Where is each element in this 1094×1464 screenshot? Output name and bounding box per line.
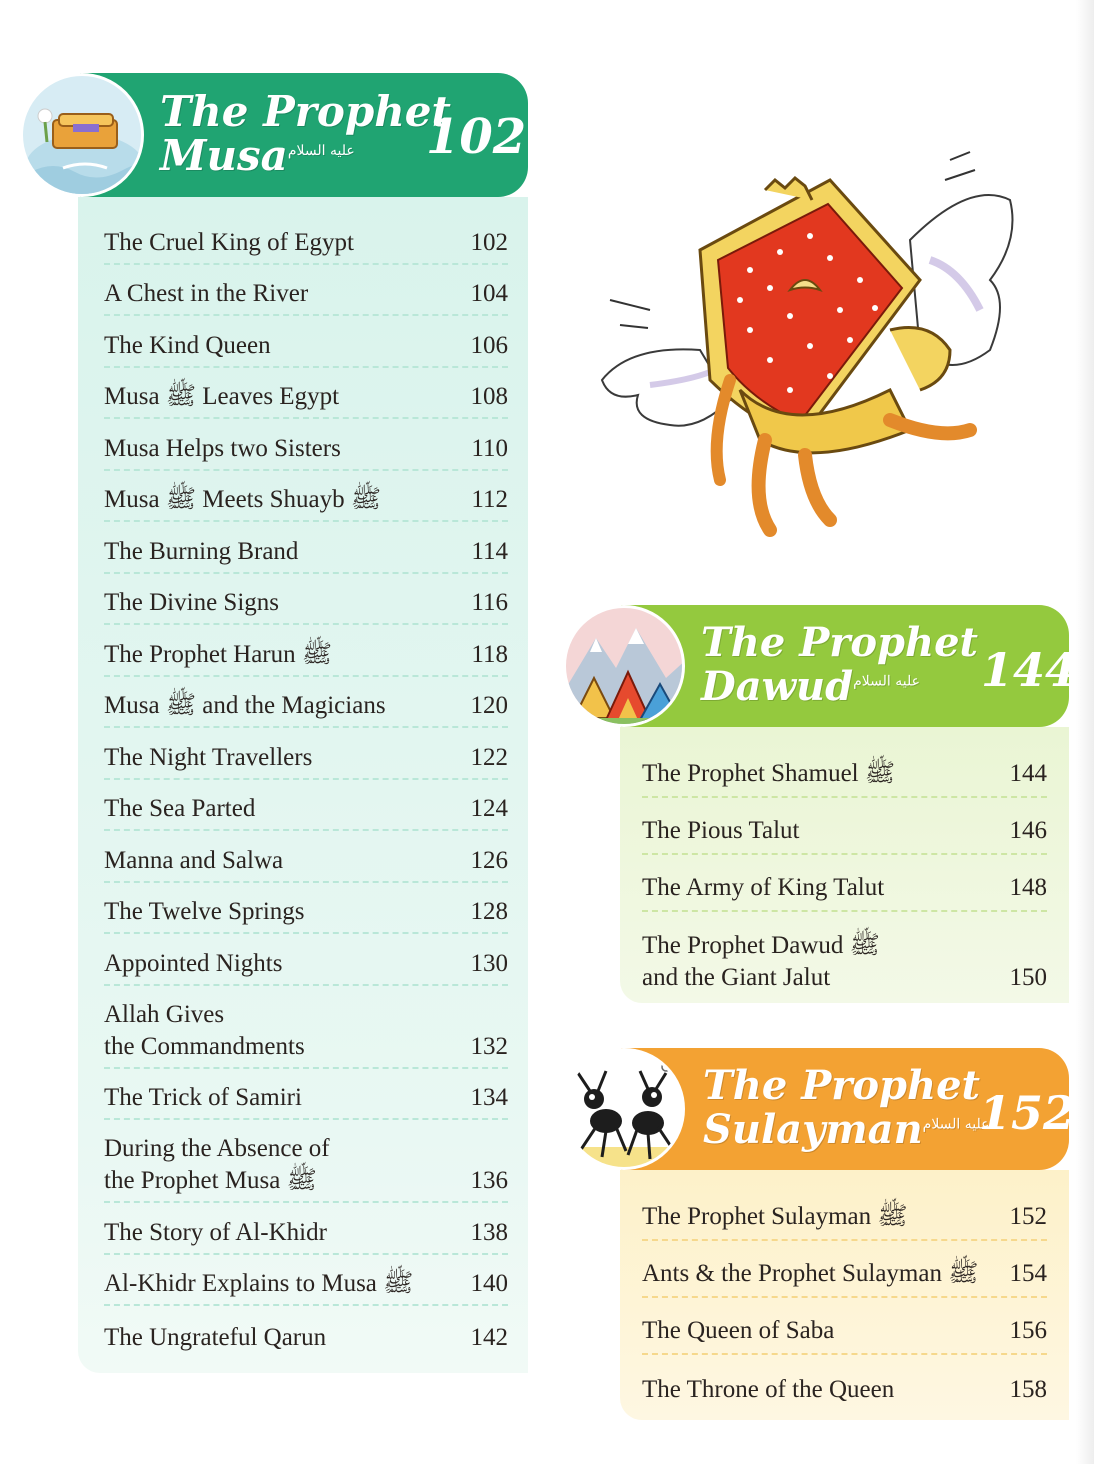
toc-entry[interactable]: The Divine Signs 116 (104, 574, 508, 626)
dawud-entry-list (620, 727, 1069, 1000)
toc-entry[interactable]: The Queen of Saba 156 (642, 1298, 1047, 1355)
page-number: 154 (1009, 1260, 1047, 1287)
toc-entry[interactable]: The Prophet Shamuel ﷺ 144 (642, 741, 1047, 798)
toc-entry[interactable]: The Pious Talut 146 (642, 798, 1047, 855)
toc-entry[interactable]: The Cruel King of Egypt 102 (104, 213, 508, 265)
toc-entry[interactable]: The Kind Queen 106 (104, 316, 508, 368)
page-number: 130 (470, 949, 508, 977)
sulayman-header[interactable] (621, 1048, 1076, 1170)
toc-entry[interactable]: Musa ﷺ Meets Shuayb ﷺ 112 (104, 471, 508, 523)
section-start-page: 102 (426, 109, 527, 165)
page-number: 122 (470, 743, 508, 771)
ants-illustration (563, 1048, 685, 1170)
section-start-page: 144 (981, 643, 1078, 697)
page-number: 158 (1009, 1376, 1047, 1403)
page-number: 144 (1009, 760, 1047, 787)
page-number: 148 (1009, 874, 1047, 901)
toc-entry[interactable]: During the Absence of the Prophet Musa ﷺ 136 (104, 1120, 508, 1203)
toc-entry[interactable]: The Prophet Dawud ﷺ and the Giant Jalut 150 (642, 912, 1047, 1000)
page-number: 152 (1009, 1203, 1047, 1230)
toc-entry[interactable]: The Prophet Sulayman ﷺ 152 (642, 1184, 1047, 1241)
sulayman-contents-panel (620, 1170, 1069, 1420)
section-start-page: 152 (979, 1086, 1076, 1140)
page-number: 140 (470, 1270, 508, 1297)
toc-entry[interactable]: Musa ﷺ and the Magicians 120 (104, 677, 508, 729)
page-number: 124 (470, 795, 508, 822)
flying-throne-illustration (590, 140, 1050, 560)
toc-entry[interactable]: The Twelve Springs 128 (104, 883, 508, 935)
section-title: The Prophet Dawud$^{عليه السلام}$ (701, 619, 979, 710)
toc-entry[interactable]: The Ungrateful Qarun 142 (104, 1306, 508, 1358)
page-number: 106 (470, 331, 508, 359)
toc-entry[interactable]: Appointed Nights 130 (104, 934, 508, 986)
toc-entry[interactable]: The Prophet Harun ﷺ 118 (104, 625, 508, 677)
page-number: 136 (470, 1167, 508, 1194)
toc-entry[interactable]: A Chest in the River 104 (104, 265, 508, 317)
toc-entry[interactable]: The Trick of Samiri 134 (104, 1069, 508, 1121)
page-number: 116 (471, 589, 508, 616)
chest-in-river-illustration (20, 73, 144, 197)
toc-entry[interactable]: Manna and Salwa 126 (104, 831, 508, 883)
page-number: 150 (1009, 964, 1047, 991)
honorific: عليه السلام (922, 1116, 990, 1133)
musa-header[interactable] (80, 73, 528, 197)
page-edge (1076, 0, 1094, 1464)
page-number: 146 (1009, 817, 1047, 844)
page-number: 156 (1009, 1317, 1047, 1344)
musa-contents-panel (78, 197, 528, 1373)
page-number: 108 (470, 383, 508, 410)
toc-entry[interactable]: The Sea Parted 124 (104, 780, 508, 832)
page-number: 112 (471, 486, 508, 513)
honorific: عليه السلام (853, 673, 920, 690)
toc-entry[interactable]: Musa Helps two Sisters 110 (104, 419, 508, 471)
page-number: 132 (470, 1032, 508, 1060)
page-number: 104 (470, 280, 508, 307)
toc-entry[interactable]: The Throne of the Queen 158 (642, 1355, 1047, 1412)
honorific: عليه السلام (287, 143, 355, 159)
section-dawud (563, 605, 1078, 1005)
toc-entry[interactable]: Allah Gives the Commandments 132 (104, 986, 508, 1069)
page-number: 138 (470, 1218, 508, 1246)
page-number: 128 (470, 898, 508, 925)
page-number: 142 (470, 1323, 508, 1351)
army-camp-illustration (563, 605, 685, 727)
musa-entry-list (78, 197, 528, 1358)
page-number: 102 (470, 228, 508, 256)
section-title: The Prophet Sulayman$^{عليه السلام}$ (703, 1062, 990, 1153)
sulayman-entry-list (620, 1170, 1069, 1412)
toc-entry[interactable]: Ants & the Prophet Sulayman ﷺ 154 (642, 1241, 1047, 1298)
dawud-header[interactable] (621, 605, 1078, 727)
section-musa (20, 73, 528, 1373)
page-number: 126 (470, 846, 508, 874)
section-sulayman (563, 1048, 1076, 1420)
toc-entry[interactable]: The Night Travellers 122 (104, 728, 508, 780)
toc-entry[interactable]: Musa ﷺ Leaves Egypt 108 (104, 368, 508, 420)
page-number: 118 (471, 640, 508, 668)
section-title: The Prophet Musa$^{عليه السلام}$ (160, 87, 451, 180)
toc-entry[interactable]: The Story of Al-Khidr 138 (104, 1203, 508, 1255)
page-number: 134 (470, 1084, 508, 1111)
page-number: 114 (471, 537, 508, 565)
page-number: 120 (470, 692, 508, 719)
page-number: 110 (471, 434, 508, 462)
toc-entry[interactable]: The Army of King Talut 148 (642, 855, 1047, 912)
dawud-contents-panel (620, 727, 1069, 1003)
toc-entry[interactable]: Al-Khidr Explains to Musa ﷺ 140 (104, 1255, 508, 1307)
toc-entry[interactable]: The Burning Brand 114 (104, 522, 508, 574)
